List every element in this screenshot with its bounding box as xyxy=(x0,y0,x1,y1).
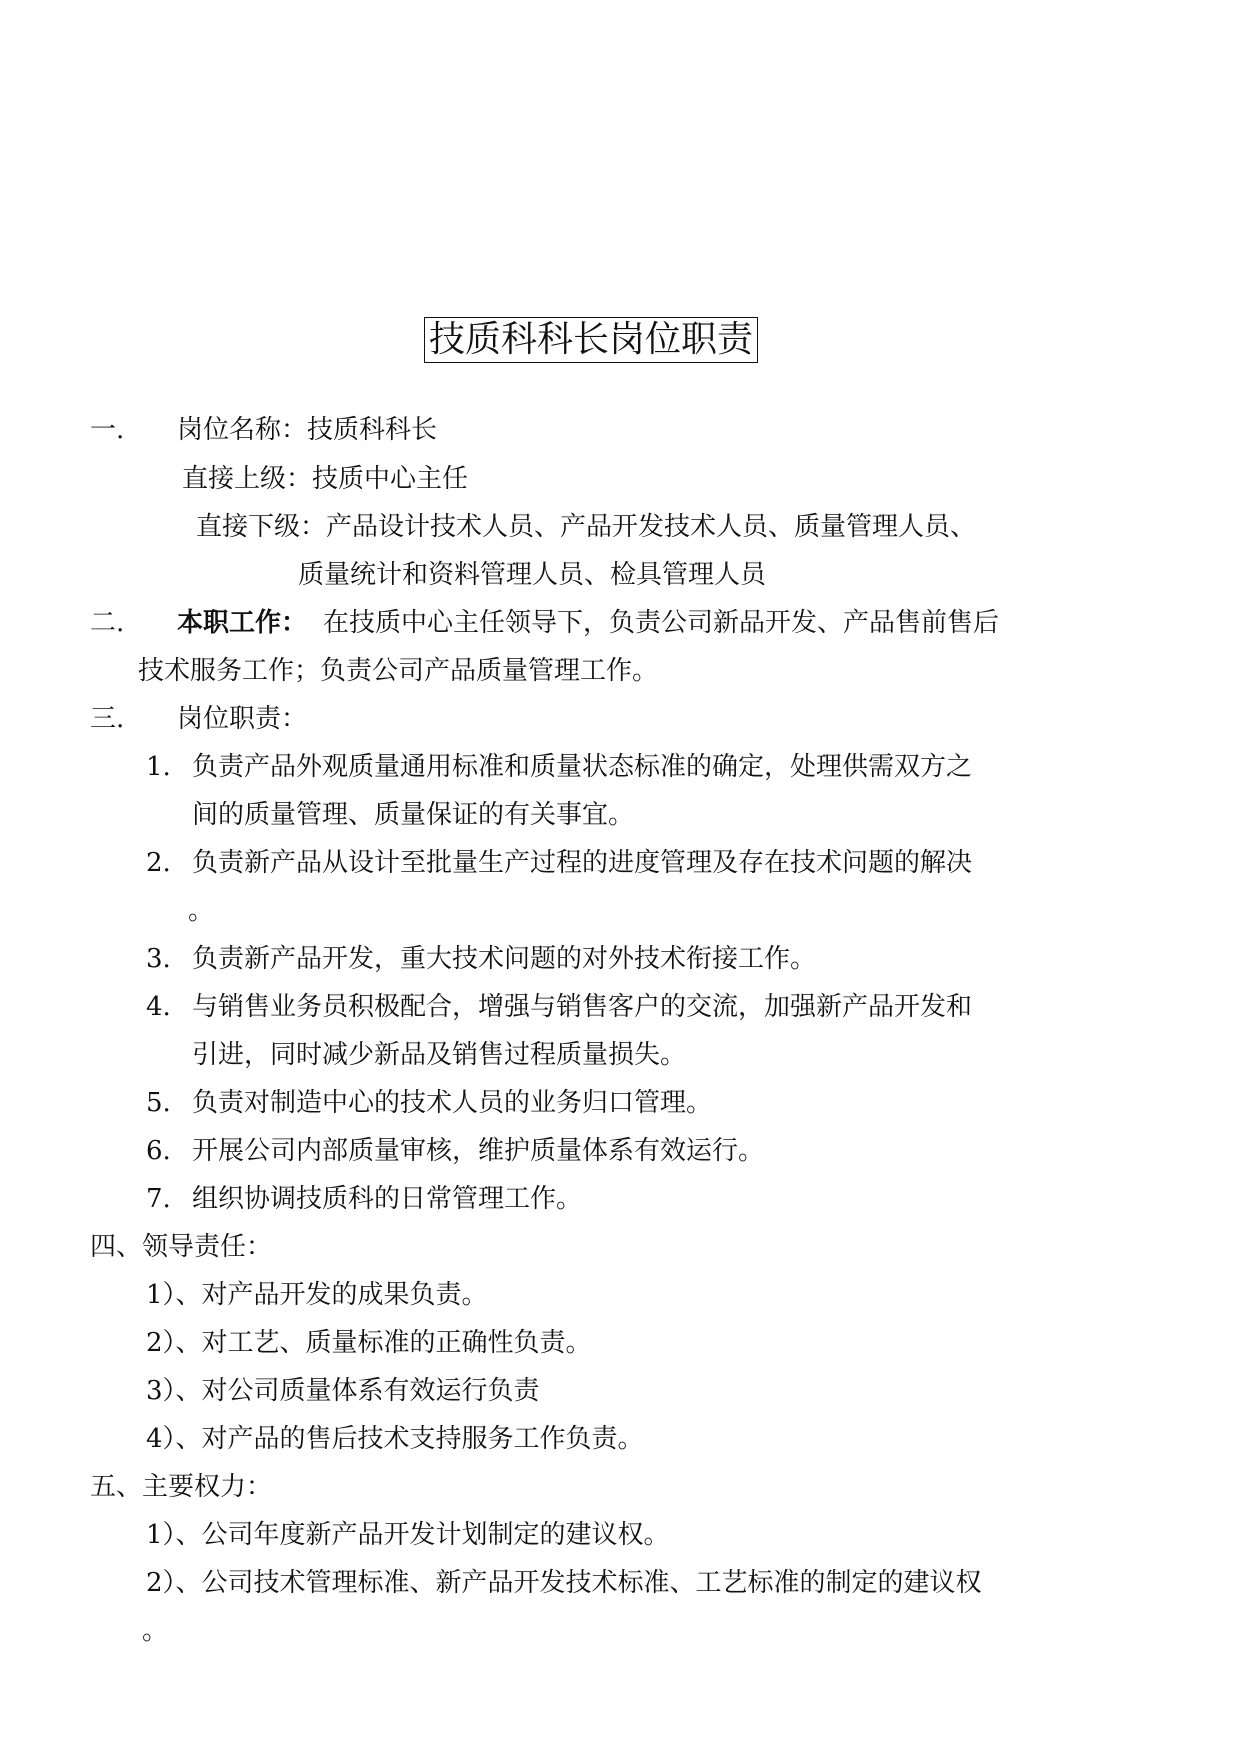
direct-superior: 直接上级：技质中心主任 xyxy=(182,464,469,494)
section-2-number: 二. xyxy=(90,608,125,638)
duty-item-text: 负责新产品开发，重大技术问题的对外技术衔接工作。 xyxy=(192,944,817,974)
duty-item-text-continued: 。 xyxy=(188,896,215,926)
duty-item-number: 2. xyxy=(146,848,171,878)
document-title: 技质科科长岗位职责 xyxy=(424,317,758,363)
authority-item: 1）、公司年度新产品开发计划制定的建议权。 xyxy=(146,1520,670,1550)
duty-item-number: 6. xyxy=(146,1136,171,1166)
section-3-number: 三. xyxy=(90,704,125,734)
duty-item-text: 开展公司内部质量审核，维护质量体系有效运行。 xyxy=(192,1136,765,1166)
duty-item-number: 4. xyxy=(146,992,171,1022)
main-duty-label: 本职工作： xyxy=(177,608,308,638)
duty-item-number: 3. xyxy=(146,944,171,974)
duty-item-text: 负责新产品从设计至批量生产过程的进度管理及存在技术问题的解决 xyxy=(192,848,973,878)
duty-item-number: 5. xyxy=(146,1088,171,1118)
duty-item-text: 与销售业务员积极配合，增强与销售客户的交流，加强新产品开发和 xyxy=(192,992,973,1022)
direct-subordinates-continued: 质量统计和资料管理人员、检具管理人员 xyxy=(298,560,767,590)
leadership-item: 3）、对公司质量体系有效运行负责 xyxy=(146,1376,540,1406)
section-1-number: 一. xyxy=(90,415,125,445)
section-5-heading: 五、主要权力： xyxy=(90,1472,273,1502)
section-4-heading: 四、领导责任： xyxy=(90,1232,273,1262)
leadership-item: 2）、对工艺、质量标准的正确性负责。 xyxy=(146,1328,592,1358)
duty-item-text: 负责产品外观质量通用标准和质量状态标准的确定，处理供需双方之 xyxy=(192,752,973,782)
position-name: 岗位名称：技质科科长 xyxy=(177,415,438,445)
duty-item-text-continued: 间的质量管理、质量保证的有关事宜。 xyxy=(192,800,635,830)
duty-item-text: 负责对制造中心的技术人员的业务归口管理。 xyxy=(192,1088,713,1118)
section-3-heading: 岗位职责： xyxy=(177,704,308,734)
duty-item-number: 1. xyxy=(146,752,171,782)
leadership-item: 4）、对产品的售后技术支持服务工作负责。 xyxy=(146,1424,644,1454)
duty-item-text: 组织协调技质科的日常管理工作。 xyxy=(192,1184,583,1214)
duty-item-number: 7. xyxy=(146,1184,171,1214)
duty-item-text-continued: 引进，同时减少新品及销售过程质量损失。 xyxy=(192,1040,687,1070)
direct-subordinates: 直接下级：产品设计技术人员、产品开发技术人员、质量管理人员、 xyxy=(196,512,977,542)
main-duty-text: 在技质中心主任领导下，负责公司新品开发、产品售前售后 xyxy=(323,608,1000,638)
authority-item: 2）、公司技术管理标准、新产品开发技术标准、工艺标准的制定的建议权 xyxy=(146,1568,982,1598)
leadership-item: 1）、对产品开发的成果负责。 xyxy=(146,1280,488,1310)
main-duty-text-continued: 技术服务工作；负责公司产品质量管理工作。 xyxy=(138,656,659,686)
authority-item-continued: 。 xyxy=(142,1616,169,1646)
